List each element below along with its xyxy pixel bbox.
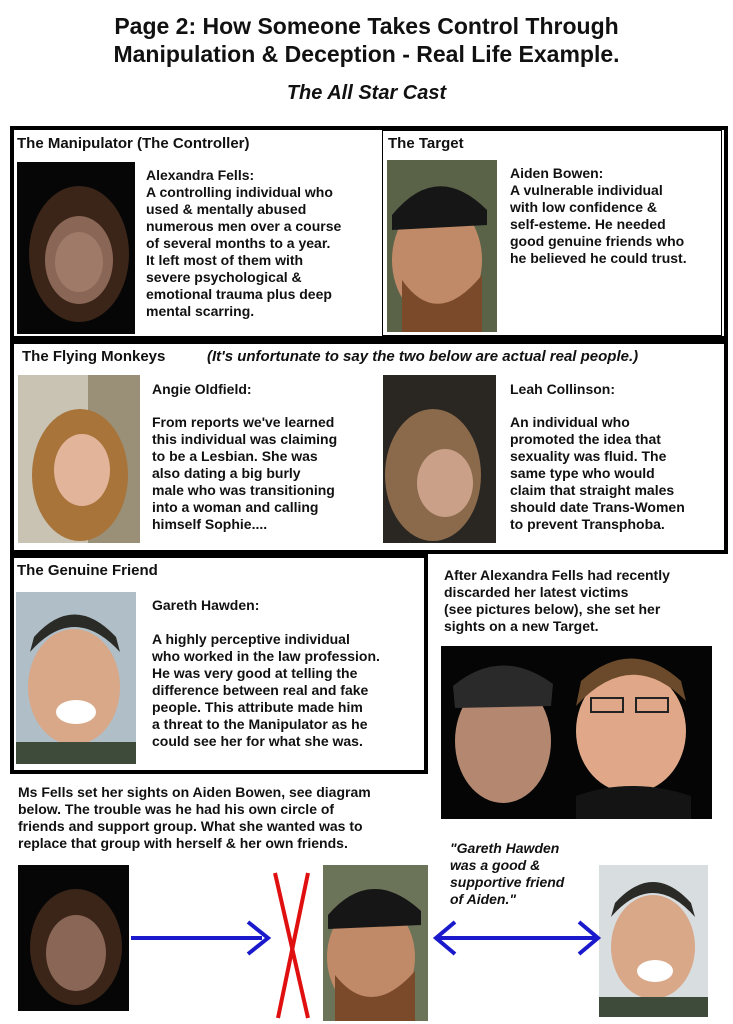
leah-desc: An individual who promoted the idea that sexuality was fluid. The same type who would claim that straight males should date Trans-Women to prevent Transphoba. (510, 414, 685, 532)
leah-name: Leah Collinson: (510, 381, 615, 397)
manipulator-desc: A controlling individual who used & mentally abused numerous men over a course of several months to a year. It left most of them with severe psychological & emotional trauma plus deep mental scarring. (146, 184, 342, 319)
target-header: The Target (388, 135, 464, 152)
manipulator-name: Alexandra Fells: (146, 167, 255, 183)
victims-text: After Alexandra Fells had recently discarded her latest victims (see pictures below), she set her sights on a new Target. (444, 567, 670, 634)
victims-photo (441, 646, 712, 819)
angie-desc: From reports we've learned this individual was claiming to be a Lesbian. She was also dating a big burly male who was transitioning into a woman and calling himself Sophie.... (152, 414, 338, 532)
gareth-photo (16, 592, 136, 764)
manipulator-header: The Manipulator (The Controller) (17, 135, 250, 152)
leah-photo (383, 375, 496, 543)
diagram-arrows-svg (0, 855, 733, 1024)
friend-header: The Genuine Friend (17, 562, 158, 579)
angie-name: Angie Oldfield: (152, 381, 252, 397)
monkeys-note: (It's unfortunate to say the two below are actual real people.) (207, 348, 639, 365)
target-name: Aiden Bowen: (510, 165, 604, 181)
page-title: Page 2: How Someone Takes Control Through Manipulation & Deception - Real Life Example. (113, 13, 620, 67)
angie-photo (18, 375, 140, 543)
alexandra-photo (17, 162, 135, 334)
target-desc: A vulnerable individual with low confidence & self-esteme. He needed good genuine friends who he believed he could trust. (510, 182, 687, 266)
friend-desc: A highly perceptive individual who worked in the law profession. He was very good at telling the difference between real and fake people. This attribute made him a threat to the Manipulator as he could see her for what she was. (152, 631, 380, 749)
quote-text: "Gareth Hawden was a good & supportive friend of Aiden." (450, 840, 565, 907)
page-subtitle: The All Star Cast (286, 82, 447, 104)
monkeys-header: The Flying Monkeys (22, 348, 166, 365)
friend-name: Gareth Hawden: (152, 597, 260, 613)
bottom-text: Ms Fells set her sights on Aiden Bowen, see diagram below. The trouble was he had his own circle of friends and support group. What she wanted was to replace that group with herself & her own friends. (18, 784, 371, 851)
aiden-photo (387, 160, 497, 332)
